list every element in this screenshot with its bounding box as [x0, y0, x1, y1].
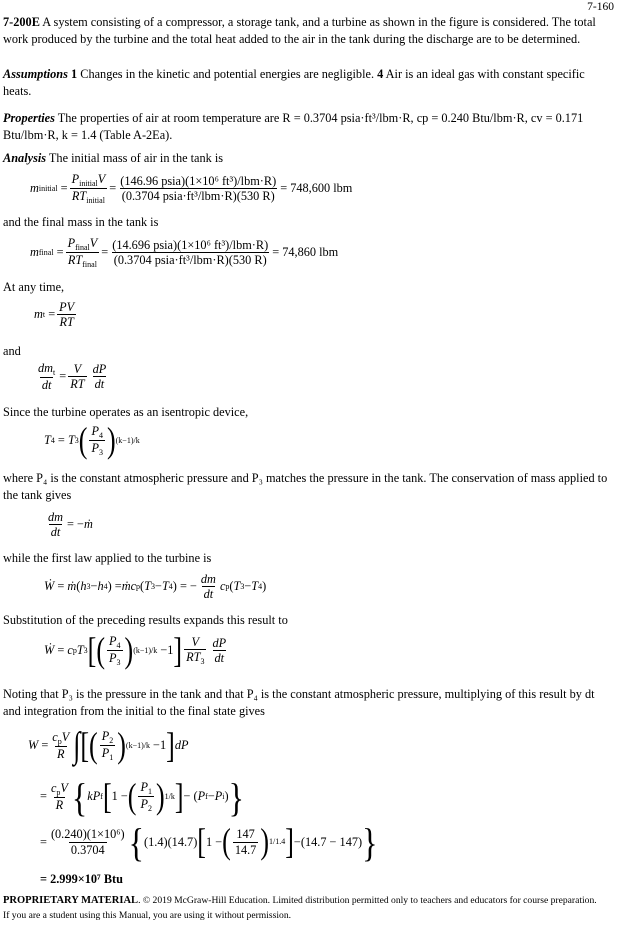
analysis-intro: Analysis The initial mass of air in the tank is: [3, 151, 224, 165]
equation-work-rate: Ẇ = ṁ ( h 3 − h 4 ) = ṁc p ( T 3 − T 4 ) = − $\frac{dm}{dt}$ c p ( T 3 − T 4 ): [44, 572, 267, 602]
assumptions: Assumptions 1 Changes in the kinetic and potential energies are negligible. 4 Air is an ideal gas with constant specific heats.: [3, 67, 585, 98]
equation-work-expanded: Ẇ = c p T 3 [ ( $\frac{P_4}{P_3}$ ) (k−1)/k −1 ] $\frac{V}{RT_3}$ $\frac{dP}{dt}$: [44, 629, 227, 671]
page-number: 7-160: [587, 1, 614, 13]
properties-label: Properties: [3, 111, 55, 125]
equation-t4: T 4 = T 3 ( $\frac{P_4}{P_3}$ ) (k−1)/k: [44, 419, 140, 461]
first-law-text: while the first law applied to the turbine is: [3, 551, 212, 565]
equation-integral: W = $\frac{c_pV}{R}$ ∫ [ ( $\frac{P_2}{P_1}$ ) (k−1)/k −1 ] dP: [28, 724, 189, 766]
final-mass-intro: and the final mass in the tank is: [3, 215, 159, 229]
equation-initial-mass: m initial = $\frac{P_{initial}V}{RT_{initial}}$ = $\frac{\text{(146.96 psia)(1×10⁶ ft³)/lbm·R)}}{\text{(0.3704 psia·ft³/lbm·R)(530 R)}}$ = 748,600 lbm: [30, 172, 353, 206]
equation-mass-conservation: $\frac{dm}{dt}$ = − ṁ: [48, 510, 93, 540]
properties: Properties The properties of air at room temperature are R = 0.3704 psia·ft³/lbm·R, cp = 0.240 Btu/lbm·R, cv = 0.171 Btu/lbm·R, k = 1.4 (Table A-2Ea).: [3, 111, 584, 142]
and-text: and: [3, 344, 21, 358]
problem-statement: 7-200E A system consisting of a compressor, a storage tank, and a turbine as shown in the figure is considered. The total work produced by the turbine and the total heat added to the air in the tank during the discharge are to be determined.: [3, 15, 596, 46]
noting-text: Noting that P₃ is the pressure in the tank and that P₄ is the constant atmospheric pressure, multiplying of this result by dt and integration from the initial to the final state gives: [3, 687, 595, 718]
any-time-text: At any time,: [3, 280, 65, 294]
equation-dm-dt: $\frac{dm_t}{dt}$ = $\frac{V}{RT}$ $\frac{dP}{dt}$: [38, 361, 107, 393]
final-result: = 2.999×10⁷ Btu: [40, 872, 123, 886]
turbine-isentropic-text: Since the turbine operates as an isentropic device,: [3, 405, 249, 419]
footer: PROPRIETARY MATERIAL. © 2019 McGraw-Hill Education. Limited distribution permitted only to teachers and educators for course preparation. If you are a student using this Manual, you are using it without permission.: [3, 895, 597, 921]
where-text: where P₄ is the constant atmospheric pressure and P₃ matches the pressure in the tank. The conservation of mass applied to the tank gives: [3, 471, 608, 502]
problem-id: 7-200E: [3, 15, 40, 29]
assumptions-label: Assumptions: [3, 67, 68, 81]
proprietary-label: PROPRIETARY MATERIAL: [3, 895, 139, 906]
analysis-label: Analysis: [3, 151, 47, 165]
equation-integral-numeric: = $\frac{\text{(0.240)(1×10⁶)}}{0.3704}$ { (1.4)(14.7) [ 1 − ( $\frac{147}{14.7}$ ) 1/1.4 ] −(14.7 − 147) }: [40, 819, 378, 865]
equation-mass-any-time: m t = $\frac{PV}{RT}$: [34, 300, 75, 330]
equation-final-mass: m final = $\frac{P_{final}V}{RT_{final}}$ = $\frac{\text{(14.696 psia)(1×10⁶ ft³)/lbm·R)}}{\text{(0.3704 psia·ft³/lbm·R)(530 R)}}$ = 74,860 lbm: [30, 236, 339, 270]
equation-integral-step2: = $\frac{c_pV}{R}$ { kP f [ 1 − ( $\frac{P_1}{P_2}$ ) 1/k ] − ( P f − P i ) }: [40, 774, 244, 820]
substitution-text: Substitution of the preceding results expands this result to: [3, 613, 288, 627]
